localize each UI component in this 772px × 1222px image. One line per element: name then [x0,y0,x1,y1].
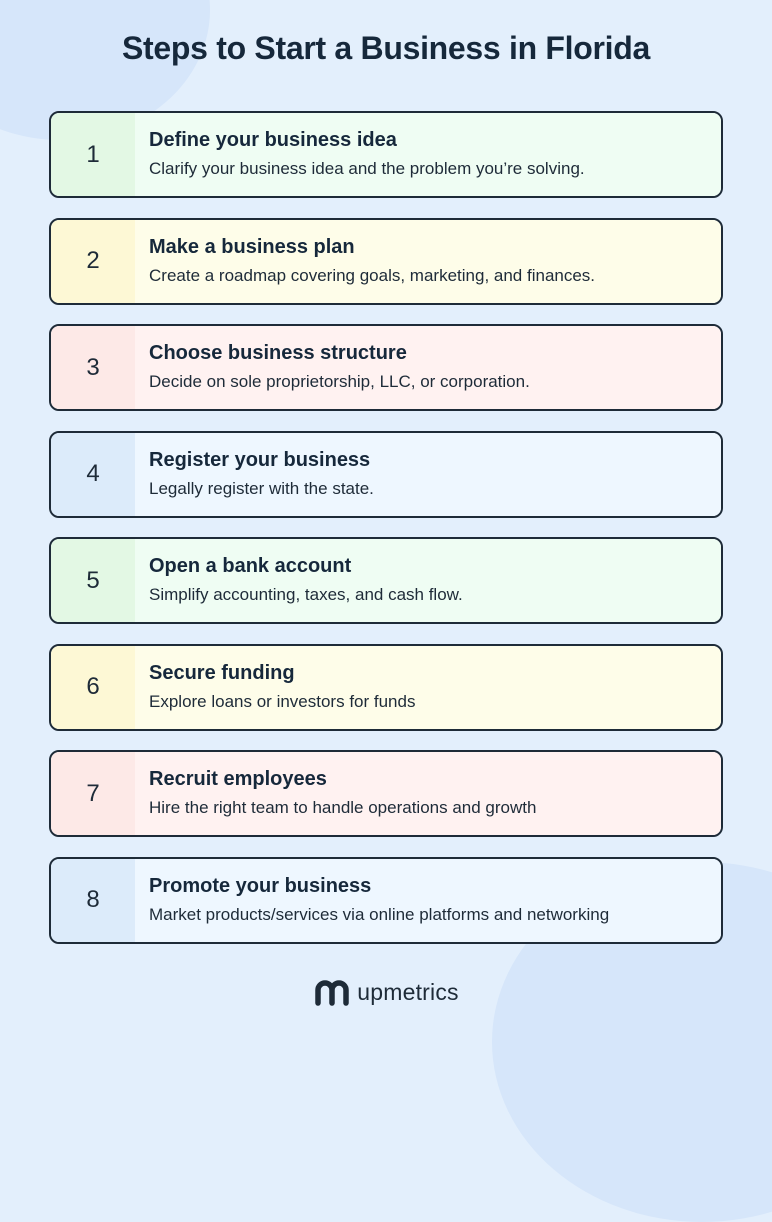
step-content [135,646,721,729]
step-number: 7 [51,752,135,835]
step-description: Create a roadmap covering goals, marketing, and finances. [149,265,596,285]
step-content [135,220,721,303]
step-content [135,539,721,622]
step-number: 2 [51,220,135,303]
page-title: Steps to Start a Business in Florida [122,30,650,66]
step-card-5 [49,537,723,624]
step-card-7 [49,750,723,837]
step-card-1 [49,111,723,198]
step-content [135,752,721,835]
step-description: Legally register with the state. [149,478,374,498]
logo-text: upmetrics [357,978,459,1005]
step-content [135,326,721,409]
step-title: Make a business plan [149,235,355,258]
step-description: Hire the right team to handle operations and growth [149,798,537,817]
step-description: Clarify your business idea and the problem you’re solving. [149,159,585,178]
step-card-8 [49,857,723,944]
step-title: Register your business [149,448,371,471]
step-number: 6 [51,646,135,729]
step-title: Recruit employees [149,768,327,790]
step-title: Define your business idea [149,129,397,151]
step-description: Decide on sole proprietorship, LLC, or corporation. [149,372,530,391]
step-number: 3 [51,326,135,409]
step-number: 8 [51,859,135,942]
step-card-4 [49,431,723,518]
step-card-2 [49,218,723,305]
upmetrics-logo-icon [313,976,353,1008]
step-title: Secure funding [149,661,295,684]
step-title: Promote your business [149,874,372,897]
step-number: 1 [51,113,135,196]
step-title: Open a bank account [149,555,352,577]
brand-logo [0,976,772,1008]
step-description: Explore loans or investors for funds [149,691,416,711]
step-description: Simplify accounting, taxes, and cash flow. [149,585,463,604]
step-card-3 [49,324,723,411]
steps-list [49,111,723,944]
step-content [135,859,721,942]
step-content [135,433,721,516]
step-number: 5 [51,539,135,622]
step-content [135,113,721,196]
step-description: Market products/services via online platforms and networking [149,904,610,924]
step-card-6 [49,644,723,731]
step-title: Choose business structure [149,342,407,364]
step-number: 4 [51,433,135,516]
